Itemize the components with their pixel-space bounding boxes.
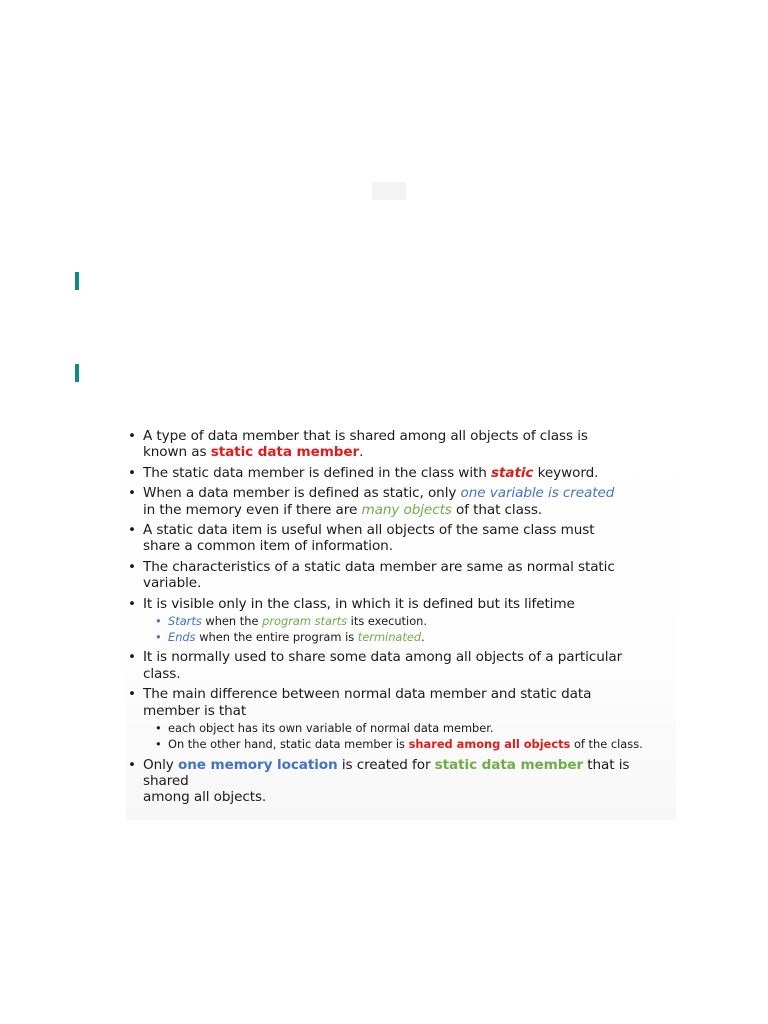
highlight-text: one memory location <box>177 756 338 773</box>
slide-image <box>126 428 676 820</box>
section-marker <box>75 364 79 382</box>
bullet-item <box>126 428 676 461</box>
bullet-text: when the entire program is <box>195 630 358 645</box>
bullet-text: . <box>421 630 425 645</box>
bullet-text: keyword. <box>533 464 599 481</box>
sub-bullet-item <box>126 613 676 629</box>
bullet-text: The characteristics of a static data member are same as normal static <box>143 558 615 575</box>
bullet-list <box>126 428 676 806</box>
sub-bullet-dot-icon: • <box>155 721 162 736</box>
highlight-text: static data member <box>434 756 584 773</box>
sub-bullet-item <box>126 720 676 736</box>
bullet-item <box>126 559 676 592</box>
bullet-dot-icon: • <box>128 428 136 444</box>
bullet-dot-icon: • <box>128 595 136 612</box>
bullet-text: that is shared <box>143 756 630 789</box>
bullet-item <box>126 522 676 555</box>
bullet-text: its execution. <box>347 614 427 629</box>
bullet-text: Only <box>143 756 178 773</box>
bullet-text: share a common item of information. <box>143 538 393 555</box>
highlight-text: program starts <box>262 614 348 629</box>
bullet-text: among all objects. <box>143 789 267 806</box>
highlight-text: one variable is created <box>460 485 615 502</box>
highlight-text: static data member <box>210 444 360 461</box>
bullet-text: The static data member is defined in the class with <box>143 464 491 481</box>
sub-bullet-dot-icon: • <box>155 614 162 629</box>
bullet-text: A type of data member that is shared among all objects of class is <box>143 428 588 444</box>
bullet-dot-icon: • <box>128 756 136 773</box>
bullet-text: when the <box>201 614 263 629</box>
bullet-text: member is that <box>143 702 247 719</box>
placeholder-box <box>372 182 406 200</box>
bullet-text: in the memory even if there are <box>143 501 362 518</box>
sub-bullet-dot-icon: • <box>155 630 162 645</box>
highlight-text: static <box>490 464 534 481</box>
sub-bullet-item <box>126 736 676 752</box>
bullet-text: of that class. <box>451 501 543 518</box>
bullet-dot-icon: • <box>128 522 136 539</box>
bullet-text: known as <box>143 444 211 461</box>
bullet-item <box>126 465 676 481</box>
highlight-text: Ends <box>168 630 196 645</box>
bullet-text: each object has its own variable of normal data member. <box>168 721 494 736</box>
bullet-text: When a data member is defined as static, only <box>143 485 461 502</box>
highlight-text: Starts <box>168 614 202 629</box>
bullet-text: A static data item is useful when all objects of the same class must <box>143 522 595 539</box>
bullet-dot-icon: • <box>128 485 136 502</box>
bullet-text: It is normally used to share some data among all objects of a particular <box>143 649 623 666</box>
sub-bullet-dot-icon: • <box>155 737 162 752</box>
bullet-text: On the other hand, static data member is <box>168 737 409 752</box>
bullet-text: . <box>359 444 364 461</box>
bullet-text: class. <box>143 665 181 682</box>
bullet-item <box>126 596 676 612</box>
bullet-item <box>126 485 676 518</box>
bullet-text: is created for <box>337 756 435 773</box>
section-marker <box>75 272 79 290</box>
bullet-dot-icon: • <box>128 464 136 481</box>
bullet-dot-icon: • <box>128 558 136 575</box>
highlight-text: many objects <box>361 501 452 518</box>
sub-bullet-item <box>126 629 676 645</box>
bullet-dot-icon: • <box>128 686 136 703</box>
highlight-text: shared among all objects <box>408 737 571 752</box>
bullet-text: The main difference between normal data member and static data <box>143 686 592 703</box>
bullet-item <box>126 757 676 806</box>
bullet-text: It is visible only in the class, in which it is defined but its lifetime <box>143 595 575 612</box>
highlight-text: terminated <box>357 630 422 645</box>
bullet-text: variable. <box>143 575 202 592</box>
bullet-item <box>126 686 676 719</box>
bullet-text: of the class. <box>570 737 643 752</box>
bullet-item <box>126 649 676 682</box>
bullet-dot-icon: • <box>128 649 136 666</box>
